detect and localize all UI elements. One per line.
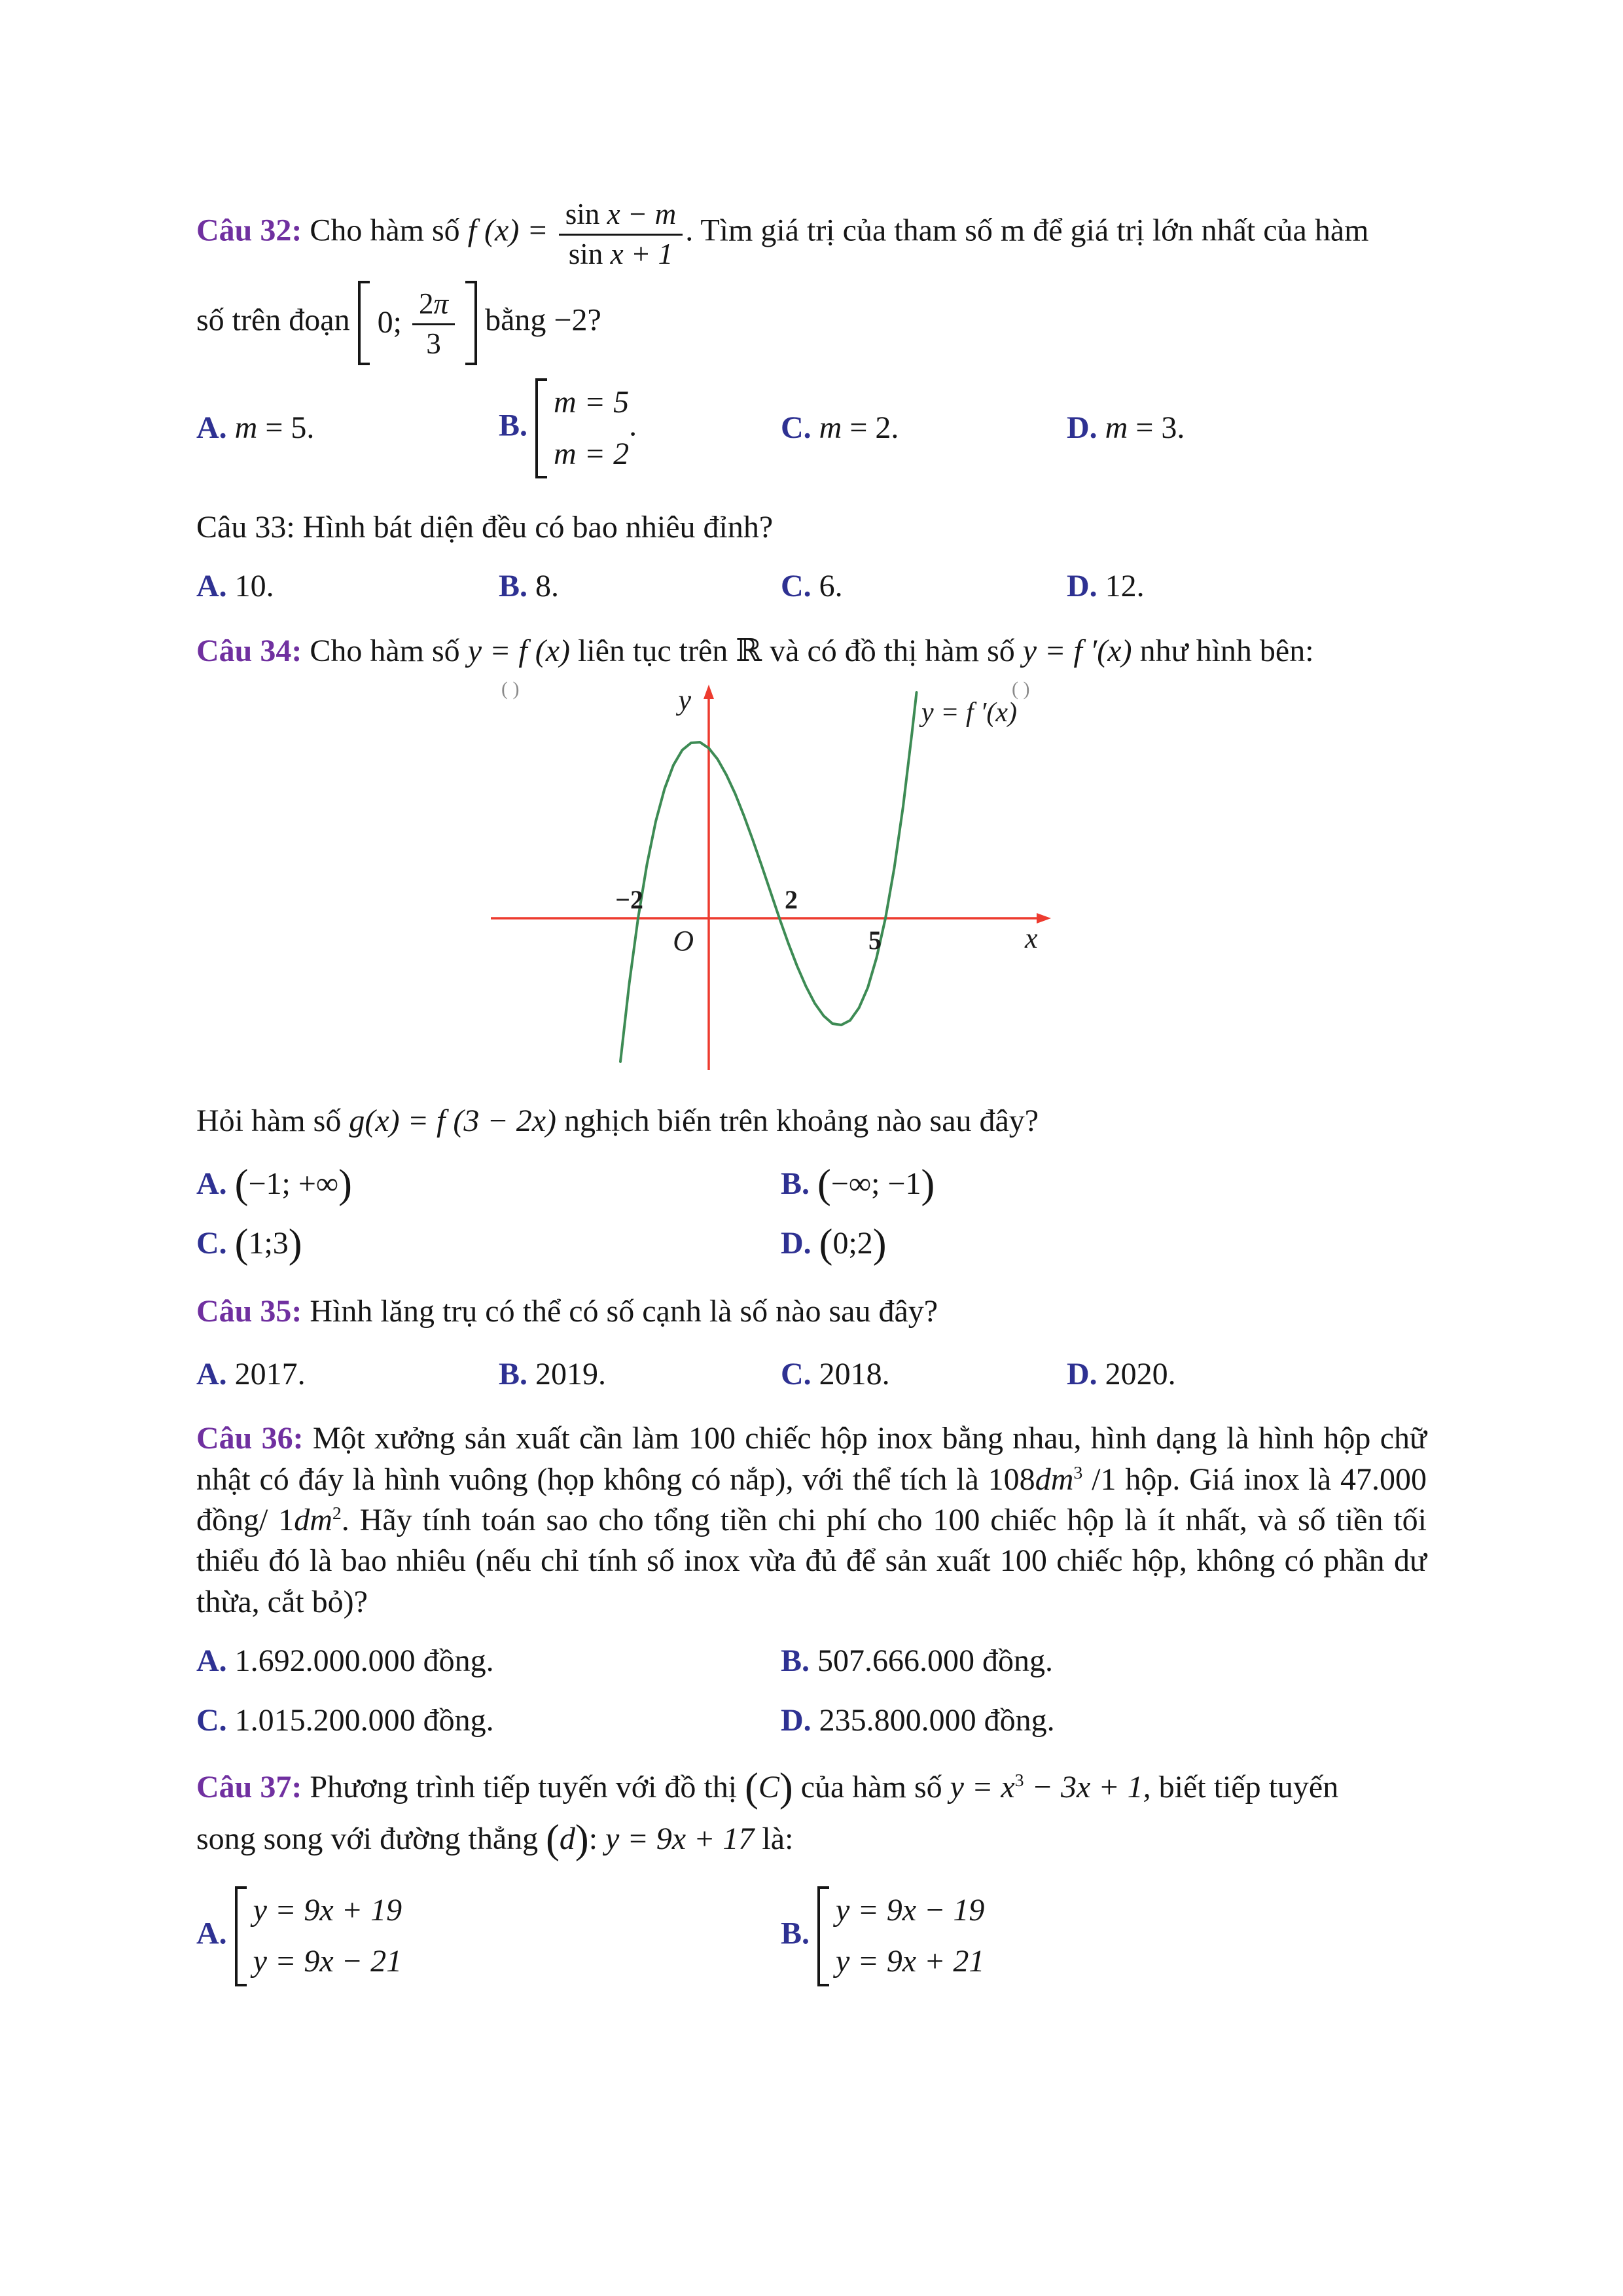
origin-label: O xyxy=(673,925,694,958)
q35-statement xyxy=(196,1291,1427,1332)
answer-letter-d: D. xyxy=(1067,410,1097,446)
q34-math-2: y = f ′(x) xyxy=(1022,633,1132,668)
q36-unit-1: dm xyxy=(1035,1462,1074,1497)
q37-statement-line-1 xyxy=(196,1767,1427,1808)
answer-letter-a: A. xyxy=(196,1643,227,1679)
q34-c-content: 1;3 xyxy=(248,1226,289,1261)
q32-fraction-denominator xyxy=(559,236,683,271)
close-paren: ) xyxy=(288,1221,302,1267)
q33-answers xyxy=(196,566,1427,607)
q35-answer-c xyxy=(781,1354,1067,1395)
q34-graph xyxy=(484,679,1056,1075)
q33-a-text: 10. xyxy=(234,569,274,604)
q32-c-var: m xyxy=(819,410,842,446)
answer-letter-b: B. xyxy=(499,408,528,443)
q37-line2-t2: là: xyxy=(762,1821,794,1857)
q37-t3: biết tiếp tuyến xyxy=(1158,1770,1339,1805)
q37-b-row2: y = 9x + 21 xyxy=(836,1944,985,1979)
real-numbers-symbol: ℝ xyxy=(736,633,762,668)
q36-unit-2: dm xyxy=(294,1503,332,1538)
q34-statement xyxy=(196,631,1427,672)
q33-answer-a xyxy=(196,566,499,607)
tick-label-2: 2 xyxy=(785,885,798,915)
stray-mark-left: ( ) xyxy=(501,679,520,700)
q32-label: Câu 32: xyxy=(196,213,302,248)
q34-question-t2: nghịch biến trên khoảng nào sau đây? xyxy=(564,1103,1039,1139)
q33-text: Câu 33: Hình bát diện đều có bao nhiêu đỉnh? xyxy=(196,509,774,545)
q37-line-letter: d xyxy=(559,1821,575,1857)
q36-answer-a xyxy=(196,1641,781,1681)
q32-interval-num-coef: 2 xyxy=(418,287,434,321)
q33-statement xyxy=(196,507,1427,548)
q37-function-pre: y = x xyxy=(950,1770,1015,1805)
q34-question-math: g(x) = f (3 − 2x) xyxy=(349,1103,556,1139)
answer-letter-c: C. xyxy=(781,569,812,604)
q34-answers-row-1 xyxy=(196,1162,1427,1208)
q34-a-content: −1; +∞ xyxy=(248,1166,339,1202)
close-paren: ) xyxy=(921,1162,935,1208)
q34-b-content: −∞; −1 xyxy=(830,1166,921,1202)
q34-t3: và có đồ thị hàm số xyxy=(770,633,1015,668)
close-paren: ) xyxy=(338,1162,352,1208)
q37-b-cases xyxy=(817,1886,984,1986)
q36-label: Câu 36: xyxy=(196,1421,304,1456)
q32-line2-post: bằng −2? xyxy=(485,302,601,338)
q37-t2: của hàm số xyxy=(800,1770,942,1805)
q34-label: Câu 34: xyxy=(196,633,302,668)
q32-b-period: . xyxy=(629,408,637,443)
q37-curve-name xyxy=(745,1765,793,1810)
q37-answer-a xyxy=(196,1886,781,1986)
q32-interval-fraction xyxy=(410,286,457,360)
answer-letter-a: A. xyxy=(196,1356,227,1391)
answer-letter-b: B. xyxy=(781,1643,810,1679)
cases-bracket xyxy=(817,1886,829,1986)
close-paren: ) xyxy=(575,1816,589,1862)
q32-answer-d xyxy=(1067,408,1427,448)
answer-letter-d: D. xyxy=(781,1226,812,1261)
q33-answer-c xyxy=(781,566,1067,607)
q32-answer-b xyxy=(499,378,781,478)
answer-letter-a: A. xyxy=(196,1916,227,1951)
q35-answer-a xyxy=(196,1354,499,1395)
q36-statement xyxy=(196,1418,1427,1623)
q35-b-text: 2019. xyxy=(535,1356,607,1391)
q35-answer-b xyxy=(499,1354,781,1395)
open-paren: ( xyxy=(234,1162,249,1208)
q32-num-expr: x − m xyxy=(607,198,677,230)
y-axis-label: y xyxy=(678,684,691,717)
q36-answer-b xyxy=(781,1641,1427,1681)
q35-label: Câu 35: xyxy=(196,1293,302,1329)
answer-letter-b: B. xyxy=(499,569,528,604)
q32-d-rest: = 3. xyxy=(1135,410,1185,446)
q36-answers-row-1 xyxy=(196,1641,1427,1681)
f-prime-curve xyxy=(620,692,917,1062)
q32-statement-line-1 xyxy=(196,196,1427,270)
q34-answers-row-2 xyxy=(196,1223,1427,1265)
q32-b-row1: m = 5 xyxy=(554,385,630,420)
q35-d-text: 2020. xyxy=(1105,1356,1176,1391)
answer-letter-c: C. xyxy=(196,1702,227,1738)
q37-label: Câu 37: xyxy=(196,1770,302,1805)
q35-a-text: 2017. xyxy=(234,1356,306,1391)
answer-letter-b: B. xyxy=(781,1166,810,1202)
q34-answer-a xyxy=(196,1162,781,1208)
pi-symbol: π xyxy=(433,287,449,321)
q33-b-text: 8. xyxy=(535,569,560,604)
q32-answer-c xyxy=(781,408,1067,448)
q34-answer-d xyxy=(781,1223,1427,1265)
open-paren: ( xyxy=(745,1765,758,1810)
tick-label-minus-2: −2 xyxy=(615,885,643,915)
q36-answers-row-2 xyxy=(196,1700,1427,1741)
q36-b-text: 507.666.000 đồng. xyxy=(817,1643,1054,1679)
q37-b-row1: y = 9x − 19 xyxy=(836,1893,985,1928)
q36-t2: /1 hộp. Giá inox là 47.000 đồng/ 1 xyxy=(196,1462,1427,1538)
q35-answer-d xyxy=(1067,1354,1427,1395)
q36-t1: Một xưởng sản xuất cần làm 100 chiếc hộp inox bằng nhau, hình dạng là hình hộp chữ nhật có đáy là hình vuông (họp không có nắp), với thể tích là 108 xyxy=(196,1421,1427,1497)
answer-letter-c: C. xyxy=(781,410,812,446)
q36-t3: . Hãy tính toán sao cho tổng tiền chi phí cho 100 chiếc hộp là ít nhất, và số tiền tối thiểu đó là bao nhiêu (nếu chỉ tính số inox vừa đủ để sản xuất 100 chiếc hộp, không có phần dư thừa, cắt bỏ)? xyxy=(196,1503,1427,1619)
q32-b-cases xyxy=(535,378,629,478)
q32-interval xyxy=(358,281,478,365)
q37-colon: : xyxy=(588,1821,598,1857)
x-axis-label: x xyxy=(1025,922,1038,955)
open-paren: ( xyxy=(817,1162,831,1208)
q37-t1: Phương trình tiếp tuyến với đồ thị xyxy=(310,1770,738,1805)
right-square-bracket xyxy=(465,281,477,365)
open-paren: ( xyxy=(234,1221,249,1267)
q36-a-text: 1.692.000.000 đồng. xyxy=(234,1643,494,1679)
q37-line2-t1: song song với đường thẳng xyxy=(196,1821,539,1857)
q32-den-fn: sin xyxy=(568,237,603,270)
q36-exponent-1: 3 xyxy=(1073,1462,1083,1483)
curve-equation-label: y = f ′(x) xyxy=(921,698,1017,728)
q37-line-name xyxy=(546,1816,589,1862)
cases-bracket xyxy=(535,378,547,478)
q32-statement-after-frac: . Tìm giá trị của tham số m để giá trị lớn nhất của hàm xyxy=(685,213,1369,248)
answer-letter-d: D. xyxy=(1067,1356,1097,1391)
q32-c-rest: = 2. xyxy=(849,410,899,446)
q36-answer-d xyxy=(781,1700,1427,1741)
q32-fraction-numerator xyxy=(559,196,683,236)
q37-line-equation: y = 9x + 17 xyxy=(605,1821,755,1857)
q37-statement-line-2 xyxy=(196,1816,1427,1862)
q35-text: Hình lăng trụ có thể có số cạnh là số nào sau đây? xyxy=(310,1293,938,1329)
answer-letter-c: C. xyxy=(781,1356,812,1391)
q33-d-text: 12. xyxy=(1105,569,1145,604)
q32-fraction xyxy=(556,196,686,270)
close-paren: ) xyxy=(872,1221,887,1267)
q36-c-text: 1.015.200.000 đồng. xyxy=(234,1702,494,1738)
q35-answers xyxy=(196,1354,1427,1395)
answer-letter-d: D. xyxy=(781,1702,812,1738)
q34-t1: Cho hàm số xyxy=(310,633,460,668)
q35-c-text: 2018. xyxy=(819,1356,890,1391)
q36-answer-c xyxy=(196,1700,781,1741)
q32-line2-pre: số trên đoạn xyxy=(196,302,350,338)
q34-question xyxy=(196,1101,1427,1141)
q34-figure xyxy=(484,679,1427,1083)
answer-letter-d: D. xyxy=(1067,569,1097,604)
q32-answers xyxy=(196,378,1427,478)
answer-letter-a: A. xyxy=(196,410,227,446)
q37-answer-b xyxy=(781,1886,1427,1986)
q32-statement-line-2 xyxy=(196,281,1427,365)
answer-letter-a: A. xyxy=(196,1166,227,1202)
x-axis-arrow-icon xyxy=(1037,913,1051,924)
q37-a-cases xyxy=(235,1886,402,1986)
q37-answers xyxy=(196,1886,1427,1986)
q32-a-var: m xyxy=(234,410,258,446)
q34-answer-b xyxy=(781,1162,1427,1208)
q34-math-1: y = f (x) xyxy=(467,633,570,668)
q32-d-var: m xyxy=(1105,410,1128,446)
q34-question-t1: Hỏi hàm số xyxy=(196,1103,342,1139)
q33-answer-d xyxy=(1067,566,1427,607)
answer-letter-a: A. xyxy=(196,569,227,604)
q34-answer-c xyxy=(196,1223,781,1265)
q36-d-text: 235.800.000 đồng. xyxy=(819,1702,1055,1738)
left-square-bracket xyxy=(358,281,370,365)
q33-c-text: 6. xyxy=(819,569,843,604)
cases-bracket xyxy=(235,1886,247,1986)
q34-t4: như hình bên: xyxy=(1139,633,1314,668)
q37-function xyxy=(950,1770,1151,1804)
q37-a-row2: y = 9x − 21 xyxy=(253,1944,402,1979)
q32-interval-den: 3 xyxy=(426,327,441,360)
q37-curve-letter: C xyxy=(758,1770,779,1805)
q32-a-rest: = 5. xyxy=(265,410,315,446)
q36-exponent-2: 2 xyxy=(332,1503,342,1524)
q32-num-fn: sin xyxy=(565,198,600,230)
q37-function-exponent: 3 xyxy=(1014,1770,1024,1791)
tick-label-5: 5 xyxy=(868,925,882,956)
q32-b-row2: m = 2 xyxy=(554,436,630,471)
q34-d-content: 0;2 xyxy=(832,1226,873,1261)
answer-letter-b: B. xyxy=(499,1356,528,1391)
stray-mark-right: ( ) xyxy=(1012,679,1030,700)
answer-letter-b: B. xyxy=(781,1916,810,1951)
q32-interval-zero: 0; xyxy=(377,305,402,340)
y-axis-arrow-icon xyxy=(704,685,714,699)
q32-intro-text: Cho hàm số xyxy=(310,213,460,248)
q33-answer-b xyxy=(499,566,781,607)
q34-t2: liên tục trên xyxy=(578,633,728,668)
close-paren: ) xyxy=(779,1765,793,1810)
q37-function-post: − 3x + 1, xyxy=(1031,1770,1151,1805)
open-paren: ( xyxy=(819,1221,833,1267)
q32-function-lhs: f (x) = xyxy=(467,213,548,248)
q37-a-row1: y = 9x + 19 xyxy=(253,1893,402,1928)
open-paren: ( xyxy=(546,1816,560,1862)
q32-den-expr: x + 1 xyxy=(610,237,673,270)
answer-letter-c: C. xyxy=(196,1226,227,1261)
q32-answer-a xyxy=(196,408,499,448)
